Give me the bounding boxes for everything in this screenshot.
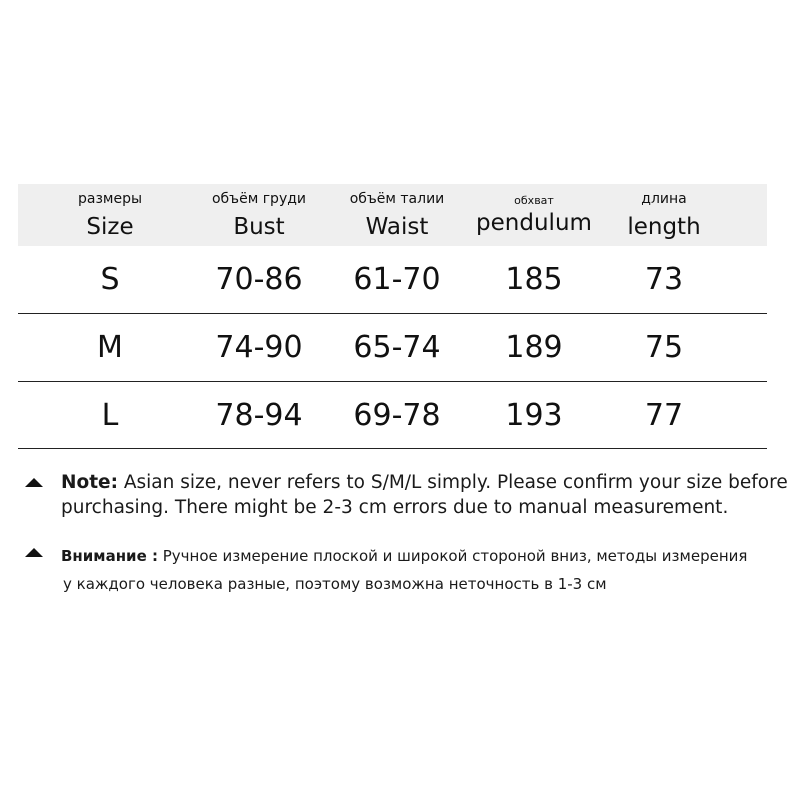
note-russian-text — [61, 542, 800, 598]
cell-bust: 70-86 — [215, 262, 303, 297]
cell-pendulum: 193 — [505, 398, 563, 433]
note-russian-body-line1: Ручное измерение плоской и широкой стороной вниз, методы измерения — [157, 547, 748, 565]
triangle-bullet-icon — [25, 478, 43, 487]
cell-size: L — [101, 398, 119, 433]
header-length-ru: длина — [641, 191, 687, 207]
cell-bust: 78-94 — [215, 398, 303, 433]
table-row — [18, 246, 767, 314]
header-pendulum-ru: обхват — [514, 194, 554, 207]
header-bust-en: Bust — [233, 214, 285, 240]
header-size-en: Size — [86, 214, 134, 240]
cell-length: 77 — [644, 398, 684, 433]
cell-pendulum: 189 — [505, 330, 563, 365]
cell-waist: 65-74 — [353, 330, 441, 365]
cell-waist: 61-70 — [353, 262, 441, 297]
cell-size: S — [100, 262, 120, 297]
header-pendulum-en: pendulum — [476, 210, 592, 236]
note-russian-label: Внимание : — [61, 547, 158, 565]
cell-waist: 69-78 — [353, 398, 441, 433]
cell-pendulum: 185 — [505, 262, 563, 297]
triangle-bullet-icon — [25, 548, 43, 557]
note-english-label: Note: — [61, 472, 118, 493]
cell-size: M — [97, 330, 123, 365]
size-chart-header-row — [18, 184, 767, 246]
note-english-body: Asian size, never refers to S/M/L simply. Please confirm your size before purchasing. There might be 2-3 cm errors due to manual measurement. — [61, 472, 788, 518]
header-waist-en: Waist — [365, 214, 429, 240]
header-bust-ru: объём груди — [211, 191, 307, 207]
table-row — [18, 382, 767, 449]
header-length-en: length — [627, 214, 701, 240]
cell-length: 75 — [644, 330, 684, 365]
header-size-ru: размеры — [77, 191, 143, 207]
cell-length: 73 — [644, 262, 684, 297]
note-english-text — [61, 470, 800, 520]
table-row — [18, 314, 767, 382]
cell-bust: 74-90 — [215, 330, 303, 365]
header-waist-ru: объём талии — [349, 191, 445, 207]
size-chart-table — [18, 184, 767, 449]
note-russian-body-line2: у каждого человека разные, поэтому возможна неточность в 1-3 см — [63, 575, 607, 593]
